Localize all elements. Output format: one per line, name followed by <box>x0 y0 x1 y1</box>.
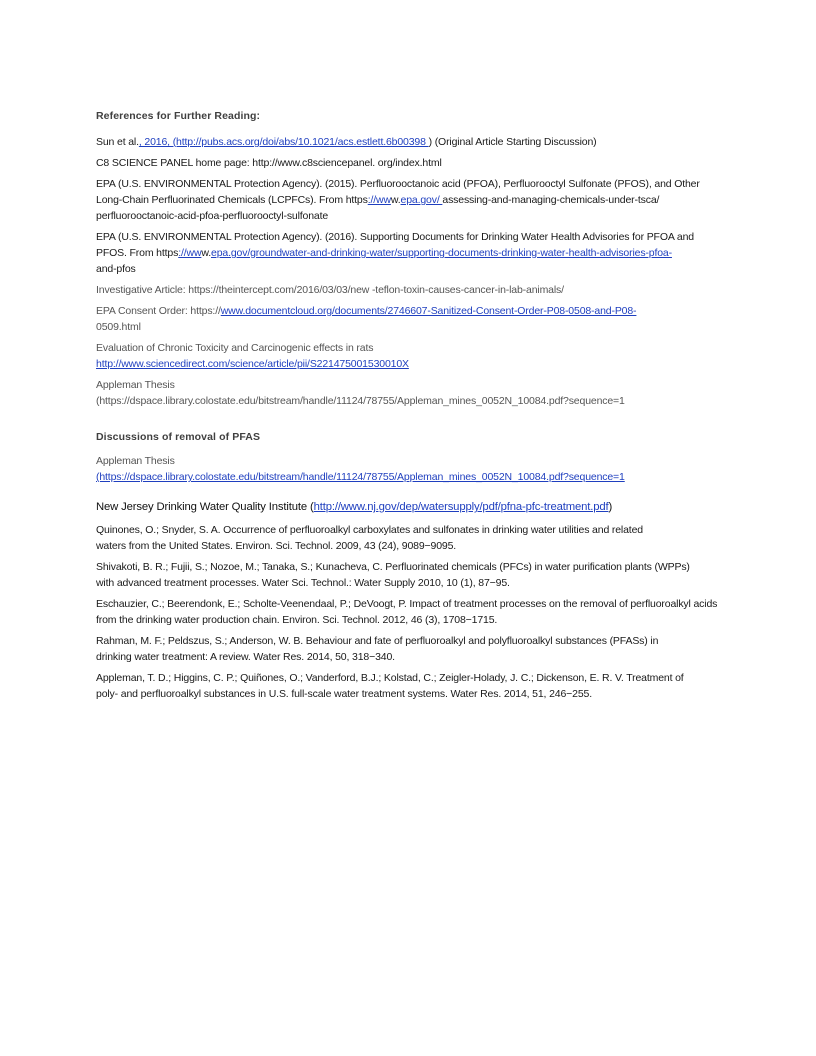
link-epa-2016-part1[interactable]: ://ww <box>178 247 202 259</box>
ref-epa-2016: EPA (U.S. ENVIRONMENTAL Protection Agency). (2016). Supporting Documents for Drinking Water Health Advisories for PFOA and PFOS. From https://www.epa.gov/groundwater-and-drinking-water/supporting-documents-drinking-water-health-advisories-pfoa- and-pfos <box>96 231 694 275</box>
heading-removal-of-pfas: Discussions of removal of PFAS <box>96 431 261 443</box>
ref-eschauzier: Eschauzier, C.; Beerendonk, E.; Scholte-Veenendaal, P.; DeVoogt, P. Impact of treatment processes on the removal of perfluoroalkyl acids from the drinking water production chain. Environ. Sci. Technol. 2012, 46 (3), 1708−1715. <box>96 598 718 626</box>
ref-chronic-toxicity: Evaluation of Chronic Toxicity and Carcinogenic effects in rats http://www.sciencedirect.com/science/article/pii/S221475001530010X <box>96 342 409 370</box>
link-consent-order[interactable]: www.documentcloud.org/documents/2746607-Sanitized-Consent-Order-P08-0508-and-P08- <box>220 305 637 317</box>
ref-epa-2015: EPA (U.S. ENVIRONMENTAL Protection Agency). (2015). Perfluorooctanoic acid (PFOA), Perfluorooctyl Sulfonate (PFOS), and Other Long-Chain Perfluorinated Chemicals (LCPFCs). From https://www.epa.gov/ assessing-and-managing-chemicals-under-tsca/ perfluorooctanoic-acid-pfoa-perfluorooctyl-sulfonate <box>96 178 700 222</box>
link-sciencedirect[interactable]: http://www.sciencedirect.com/science/article/pii/S221475001530010X <box>96 358 409 370</box>
ref-appleman-td: Appleman, T. D.; Higgins, C. P.; Quiñones, O.; Vanderford, B.J.; Kolstad, C.; Zeigler-Holady, J. C.; Dickenson, E. R. V. Treatment of poly- and perfluoroalkyl substances in U.S. full-scale water treatment systems. Water Res. 2014, 51, 246−255. <box>96 672 684 700</box>
link-appleman-thesis[interactable]: (https://dspace.library.colostate.edu/bitstream/handle/11124/78755/Appleman_mines_0052N_10084.pdf?sequence=1 <box>96 471 625 483</box>
link-epa-2016-part2[interactable]: epa.gov/groundwater-and-drinking-water/supporting-documents-drinking-water-health-advisories-pfoa- <box>211 247 672 259</box>
heading-further-reading: References for Further Reading: <box>96 110 261 122</box>
ref-appleman-thesis-1: Appleman Thesis (https://dspace.library.colostate.edu/bitstream/handle/11124/78755/Appleman_mines_0052N_10084.pdf?sequence=1 <box>96 379 625 407</box>
link-epa-2015-part2[interactable]: epa.gov/ <box>400 194 443 206</box>
ref-shivakoti: Shivakoti, B. R.; Fujii, S.; Nozoe, M.; Tanaka, S.; Kunacheva, C. Perfluorinated chemicals (PFCs) in water purification plants (WPPs) with advanced treatment processes. Water Sci. Technol.: Water Supply 2010, 10 (1), 87−95. <box>96 561 690 589</box>
ref-appleman-thesis-2: Appleman Thesis (https://dspace.library.colostate.edu/bitstream/handle/11124/78755/Appleman_mines_0052N_10084.pdf?sequence=1 <box>96 455 625 483</box>
ref-rahman: Rahman, M. F.; Peldszus, S.; Anderson, W. B. Behaviour and fate of perfluoroalkyl and polyfluoroalkyl substances (PFASs) in drinking water treatment: A review. Water Res. 2014, 50, 318−340. <box>96 635 659 663</box>
ref-investigative-article: Investigative Article: https://theintercept.com/2016/03/03/new -teflon-toxin-causes-cancer-in-lab-animals/ <box>96 284 564 296</box>
appleman-thesis-url-text: (https://dspace.library.colostate.edu/bitstream/handle/11124/78755/Appleman_mines_0052N_10084.pdf?sequence=1 <box>96 395 625 407</box>
ref-sun-et-al: Sun et al., 2016, (http://pubs.acs.org/doi/abs/10.1021/acs.estlett.6b00398 ) (Original Article Starting Discussion) <box>96 136 597 148</box>
link-sun-article[interactable]: , 2016, (http://pubs.acs.org/doi/abs/10.1021/acs.estlett.6b00398 <box>138 136 429 148</box>
link-nj-pfna-treatment[interactable]: http://www.nj.gov/dep/watersupply/pdf/pfna-pfc-treatment.pdf <box>313 501 609 513</box>
document-page <box>96 110 768 707</box>
ref-c8-science-panel: C8 SCIENCE PANEL home page: http://www.c8sciencepanel. org/index.html <box>96 157 442 169</box>
ref-quinones: Quinones, O.; Snyder, S. A. Occurrence of perfluoroalkyl carboxylates and sulfonates in drinking water utilities and related waters from the United States. Environ. Sci. Technol. 2009, 43 (24), 9089−9095. <box>96 524 643 552</box>
ref-nj-drinking-water: New Jersey Drinking Water Quality Institute (http://www.nj.gov/dep/watersupply/pdf/pfna-pfc-treatment.pdf) <box>96 501 613 513</box>
ref-epa-consent-order: EPA Consent Order: https://www.documentcloud.org/documents/2746607-Sanitized-Consent-Order-P08-0508-and-P08- 0509.html <box>96 305 637 333</box>
link-epa-2015-part1[interactable]: ://ww <box>367 194 391 206</box>
